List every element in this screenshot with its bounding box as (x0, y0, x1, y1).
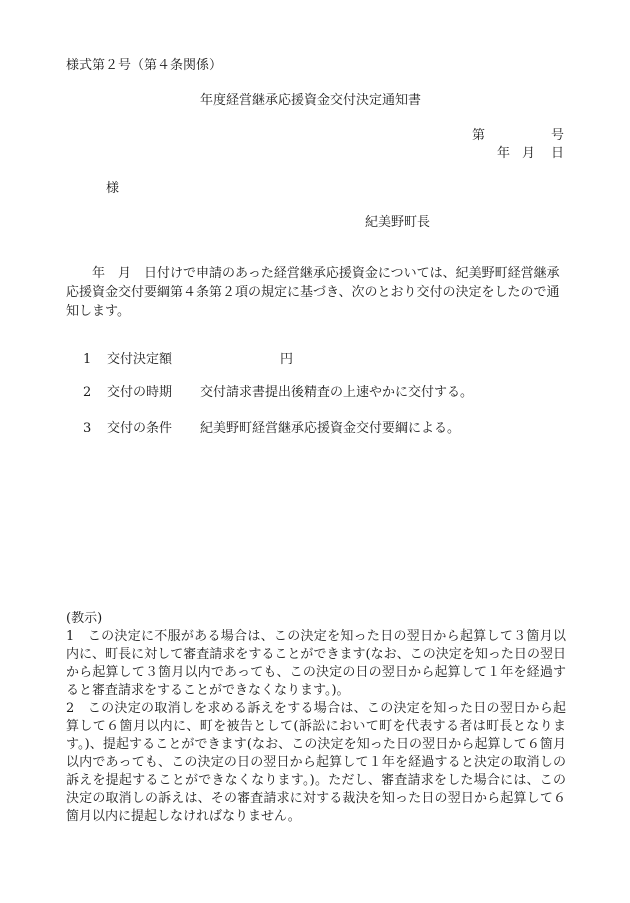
document-title: 年度経営継承応援資金交付決定通知書 (200, 93, 422, 108)
appeal-notice-section (66, 610, 566, 826)
issuer-name: 紀美野町長 (365, 215, 431, 230)
notification-body-text: 年 月 日付けで申請のあった経営継承応援資金については、紀美野町経営継承応援資金交付要綱第４条第２項の規定に基づき、次のとおり交付の決定をしたので通知します。 (66, 266, 560, 319)
item-value: 交付請求書提出後精査の上速やかに交付する。 (200, 385, 474, 400)
item-value: 円 (280, 352, 294, 367)
date-day-label: 日 (550, 146, 564, 161)
date-month-label: 月 (522, 146, 536, 161)
item-label: 交付の時期 (107, 385, 173, 400)
item-number: 2 (83, 385, 92, 400)
item-label: 交付の条件 (107, 421, 173, 436)
item-number: 3 (83, 421, 92, 436)
form-number-label: 様式第２号（第４条関係） (66, 58, 223, 73)
document-number-suffix: 号 (550, 128, 564, 143)
date-year-label: 年 (497, 146, 511, 161)
addressee-honorific: 様 (106, 181, 120, 196)
item-value: 紀美野町経営継承応援資金交付要綱による。 (200, 421, 461, 436)
appeal-notice-paragraph-review: 1 この決定に不服がある場合は、この決定を知った日の翌日から起算して３箇月以内に、町長に対して審査請求をすることができます(なお、この決定を知った日の翌日から起算して３箇月以内であっても、この決定の日の翌日から起算して１年を経過すると審査請求をすることができなくなります。)。 (66, 629, 566, 698)
item-number: 1 (83, 352, 92, 367)
item-label: 交付決定額 (107, 352, 173, 367)
appeal-notice-heading: (教示) (66, 611, 103, 626)
appeal-notice-paragraph-lawsuit: 2 この決定の取消しを求める訴えをする場合は、この決定を知った日の翌日から起算して６箇月以内に、町を被告として(訴訟において町を代表する者は町長となります。)、提起することができます(なお、この決定を知った日の翌日から起算して６箇月以内であっても、この決定の日の翌日から起算して１年を経過すると決定の取消しの訴えを提起することができなくなります。)。ただし、審査請求をした場合には、この決定の取消しの訴えは、その審査請求に対する裁決を知った日の翌日から起算して６箇月以内に提起しなければなりません。 (66, 701, 566, 824)
document-number-prefix: 第 (472, 128, 486, 143)
